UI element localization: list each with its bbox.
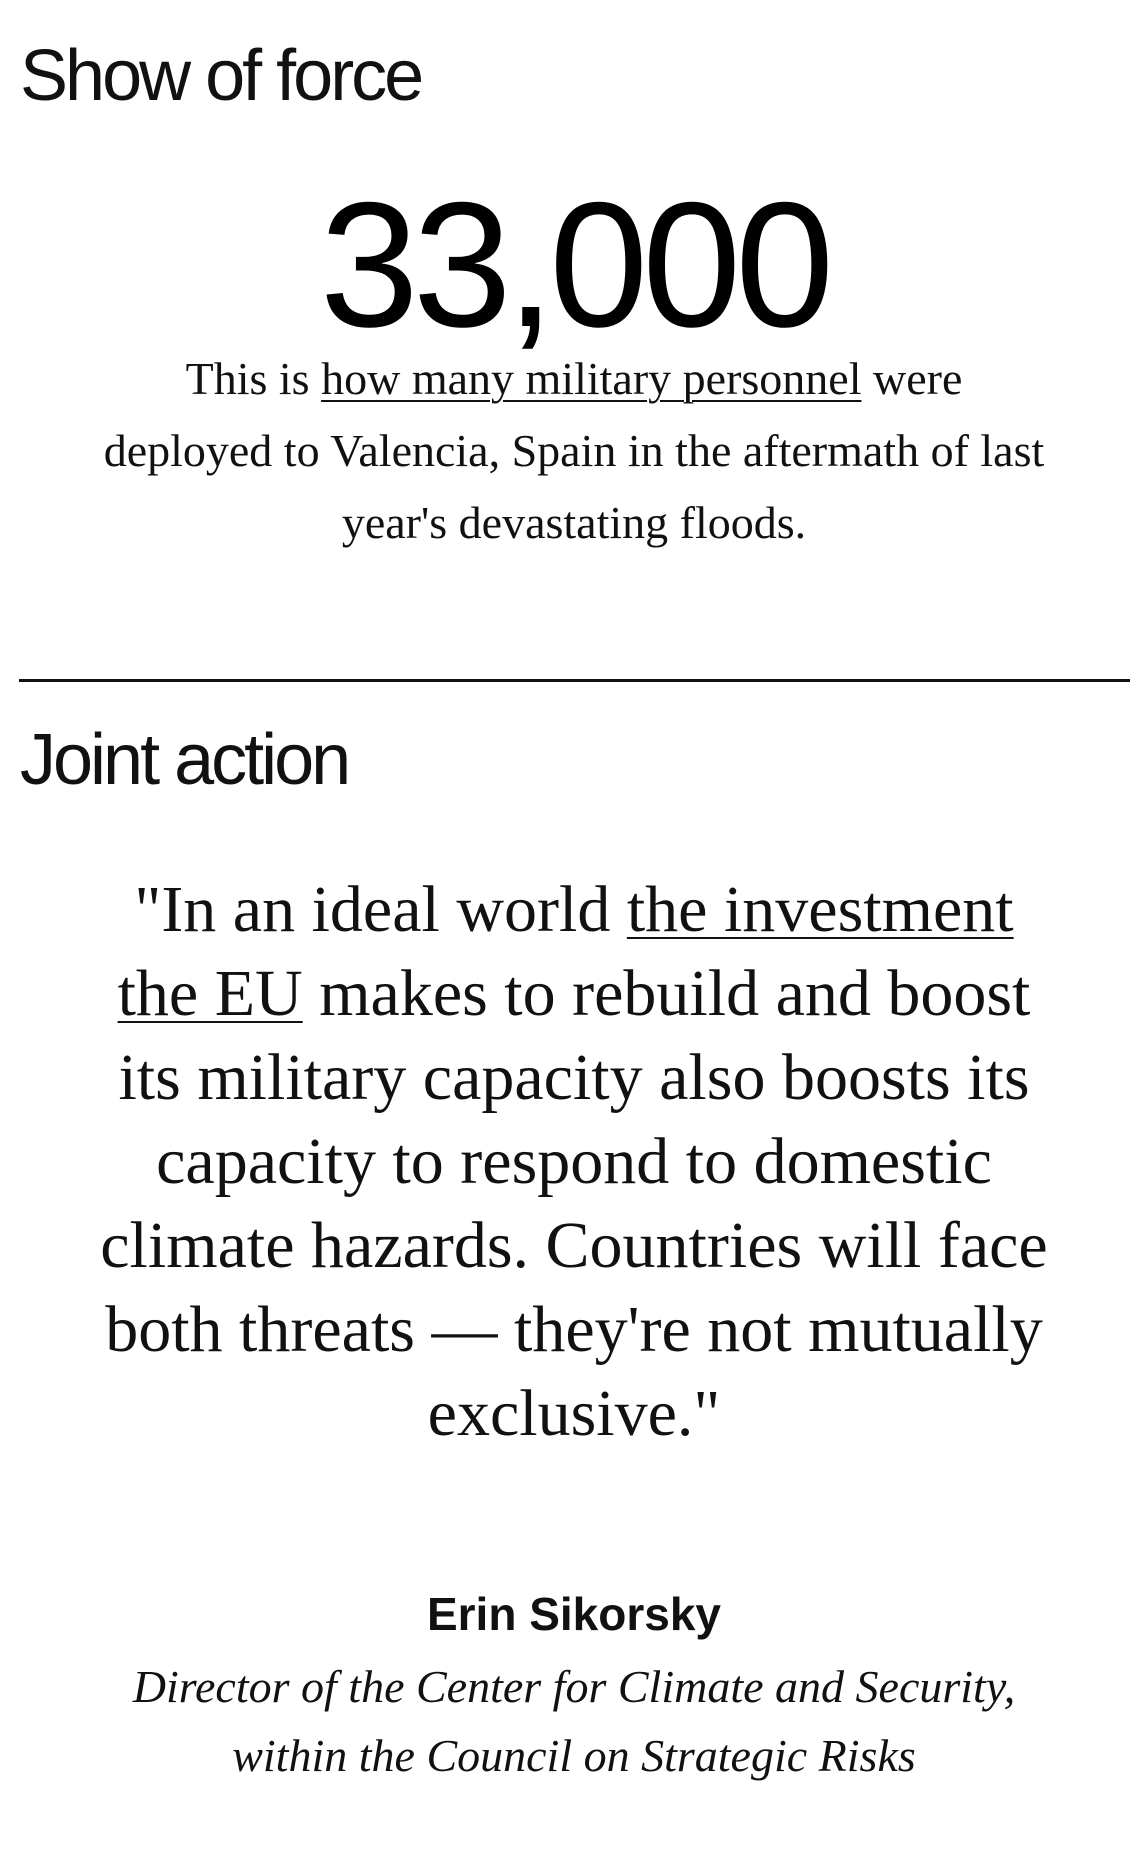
section-title-show-of-force: Show of force — [20, 36, 422, 116]
military-personnel-link[interactable]: how many military personnel — [321, 353, 862, 404]
quote-text-before: "In an ideal world — [134, 873, 627, 946]
quote-text-after: makes to rebuild and boost its military capacity also boosts its capacity to respond to domestic climate hazards. Countries will face both threats — they're not mutually exclusive." — [100, 957, 1048, 1450]
stat-text-before: This is — [185, 353, 322, 404]
stat-text-after: were deployed to Valencia, Spain in the aftermath of last year's devastating floods. — [103, 353, 1045, 548]
section-divider — [19, 679, 1130, 682]
pull-quote — [100, 868, 1048, 1456]
section-title-joint-action: Joint action — [20, 720, 349, 800]
quote-author-name: Erin Sikorsky — [426, 1588, 722, 1640]
quote-author-role: Director of the Center for Climate and Security, within the Council on Strategic Risks — [132, 1661, 1016, 1781]
eu-investment-link[interactable]: the investment the EU — [117, 873, 1014, 1030]
stat-number: 33,000 — [319, 165, 829, 364]
stat-description — [100, 343, 1048, 559]
